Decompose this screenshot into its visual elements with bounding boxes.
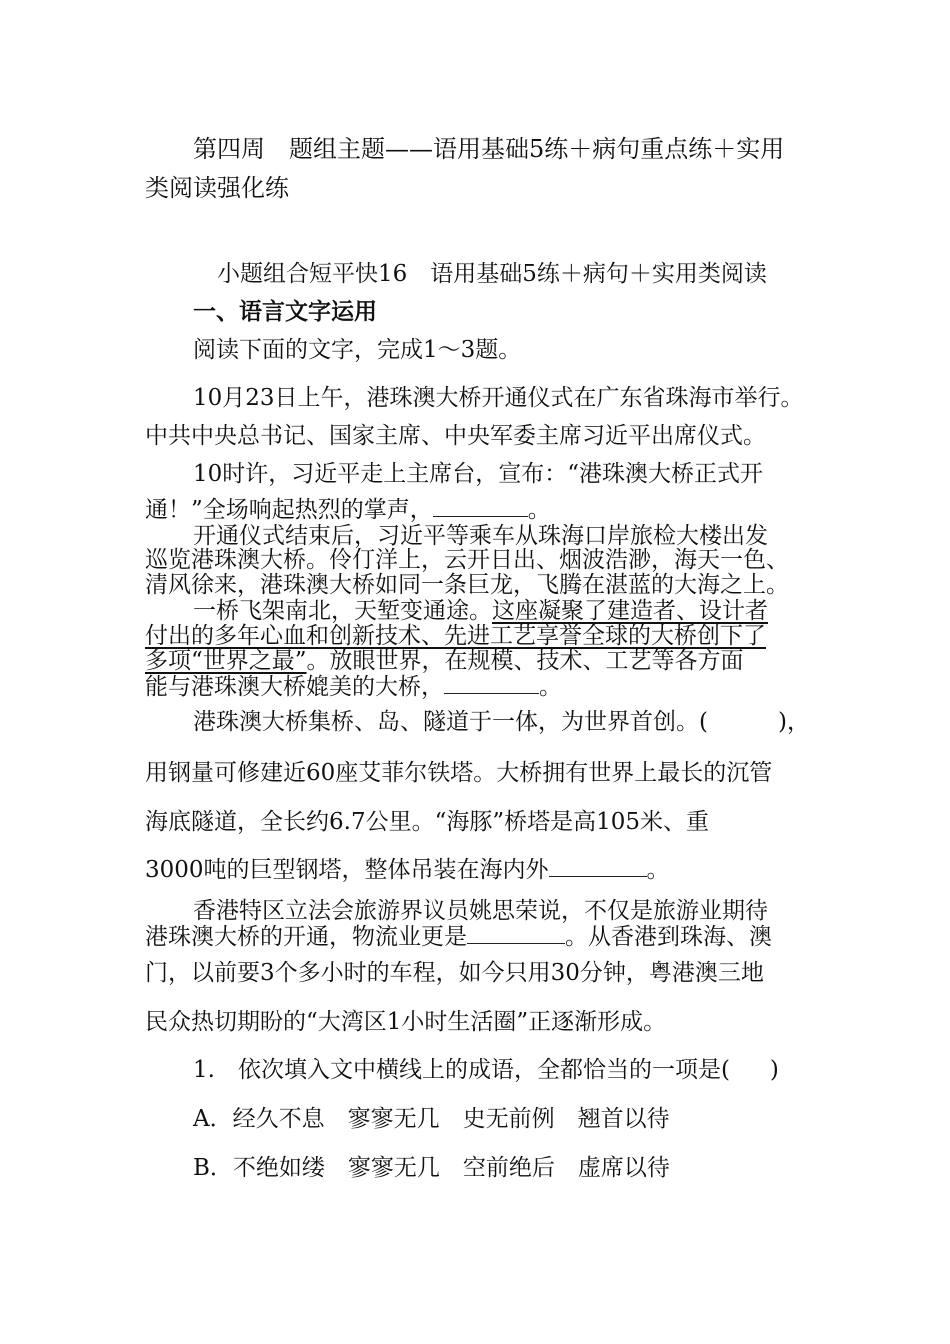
question-text: 1. 依次填入文中横线上的成语，全都恰当的一项是( bbox=[193, 1057, 730, 1083]
underlined-sentence: 多项“世界之最” bbox=[145, 648, 307, 674]
passage-line bbox=[145, 855, 670, 885]
document-title-line-1: 第四周 题组主题——语用基础5练＋病句重点练＋实用 bbox=[193, 135, 785, 163]
passage-line bbox=[145, 922, 772, 952]
passage-text: 能与港珠澳大桥媲美的大桥， bbox=[145, 674, 444, 700]
section-instruction: 阅读下面的文字，完成1～3题。 bbox=[193, 337, 522, 363]
passage-text: 。从香港到珠海、澳 bbox=[565, 924, 772, 950]
option-a[interactable]: A．经久不息 寥寥无几 史无前例 翘首以待 bbox=[193, 1106, 670, 1132]
option-b[interactable]: B．不绝如缕 寥寥无几 空前绝后 虚席以待 bbox=[193, 1155, 670, 1181]
passage-text: 。 bbox=[527, 497, 551, 523]
passage-text: 一桥飞架南北，天堑变通途。 bbox=[193, 598, 492, 624]
fill-blank-2[interactable] bbox=[444, 675, 539, 694]
passage-line bbox=[193, 707, 810, 737]
passage-line bbox=[145, 672, 562, 702]
passage-text: 。 bbox=[539, 674, 562, 700]
passage-text: 3000吨的巨型钢塔，整体吊装在海内外 bbox=[145, 857, 549, 883]
passage-line: 门，以前要3个多小时的车程，如今只用30分钟，粤港澳三地 bbox=[145, 960, 764, 986]
passage-line: 巡览港珠澳大桥。伶仃洋上，云开日出、烟波浩渺，海天一色、 bbox=[145, 547, 789, 573]
passage-text: 港珠澳大桥的开通，物流业更是 bbox=[145, 924, 467, 950]
passage-line: 10月23日上午，港珠澳大桥开通仪式在广东省珠海市举行。 bbox=[193, 385, 804, 411]
document-title-line-2: 类阅读强化练 bbox=[145, 174, 289, 202]
passage-line: 开通仪式结束后，习近平等乘车从珠海口岸旅检大楼出发 bbox=[193, 523, 768, 549]
section-heading: 一、语言文字运用 bbox=[193, 299, 377, 325]
passage-line: 10时许，习近平走上主席台，宣布：“港珠澳大桥正式开 bbox=[193, 461, 764, 487]
fill-blank-1[interactable] bbox=[433, 498, 528, 517]
passage-text: 港珠澳大桥集桥、岛、隧道于一体，为世界首创。( bbox=[193, 709, 708, 735]
passage-text: 通！”全场响起热烈的掌声， bbox=[145, 497, 433, 523]
question-1-stem bbox=[193, 1055, 779, 1085]
passage-text: 。 bbox=[646, 857, 670, 883]
passage-line: 海底隧道，全长约6.7公里。“海豚”桥塔是高105米、重 bbox=[145, 809, 709, 835]
passage-line: 香港特区立法会旅游界议员姚思荣说，不仅是旅游业期待 bbox=[193, 898, 768, 924]
fill-blank-3[interactable] bbox=[549, 858, 647, 877]
passage-line: 中共中央总书记、国家主席、中央军委主席习近平出席仪式。 bbox=[145, 423, 766, 449]
fill-blank-4[interactable] bbox=[467, 925, 565, 944]
passage-text: )， bbox=[777, 709, 810, 735]
document-subtitle: 小题组合短平快16 语用基础5练＋病句＋实用类阅读 bbox=[217, 261, 767, 287]
question-text: ) bbox=[769, 1057, 779, 1083]
passage-line: 清风徐来，港珠澳大桥如同一条巨龙，飞腾在湛蓝的大海之上。 bbox=[145, 572, 789, 598]
underlined-sentence: 这座凝聚了建造者、设计者 bbox=[492, 598, 768, 624]
passage-line: 用钢量可修建近60座艾菲尔铁塔。大桥拥有世界上最长的沉管 bbox=[145, 760, 773, 786]
underlined-sentence: 付出的多年心血和创新技术、先进工艺享誉全球的大桥创下了 bbox=[145, 623, 766, 649]
passage-text: 。放眼世界，在规模、技术、工艺等各方面 bbox=[306, 648, 744, 674]
passage-line: 民众热切期盼的“大湾区1小时生活圈”正逐渐形成。 bbox=[145, 1009, 667, 1035]
